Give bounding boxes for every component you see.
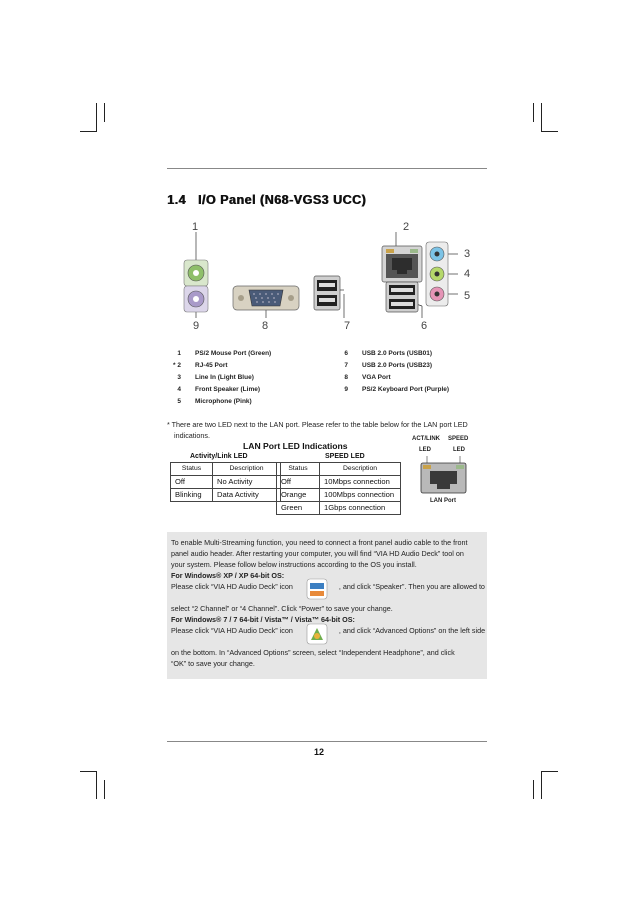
- legend-label: Front Speaker (Lime): [195, 386, 261, 393]
- table-header: Status: [171, 463, 213, 476]
- table-cell: 1Gbps connection: [320, 502, 401, 515]
- speed-led-table: [276, 462, 401, 515]
- table-header: Status: [277, 463, 320, 476]
- table-row: [171, 476, 281, 489]
- legend-item: [165, 396, 271, 408]
- info-line: To enable Multi-Streaming function, you need to connect a front panel audio cable to the front: [171, 538, 468, 547]
- legend-number: 3: [177, 374, 181, 381]
- lan-led-title: LAN Port LED Indications: [243, 441, 348, 451]
- os-heading: For Windows® 7 / 7 64-bit / Vista™ / Vista™ 64-bit OS:: [171, 615, 355, 624]
- table-row: [277, 502, 401, 515]
- via-audio-deck-icon: [305, 577, 329, 601]
- legend-item: [165, 372, 271, 384]
- multi-streaming-info-box: [167, 532, 487, 679]
- info-text: , and click “Speaker”. Then you are allowed to: [338, 582, 485, 591]
- legend-item: [165, 360, 271, 372]
- table-cell: Data Activity: [213, 489, 281, 502]
- table-cell: Green: [277, 502, 320, 515]
- table-header: Description: [213, 463, 281, 476]
- io-panel-svg: [176, 232, 476, 322]
- table-header-row: [171, 463, 281, 476]
- panel-number: 7: [344, 320, 351, 332]
- audio-jacks: [426, 242, 448, 306]
- info-line: select “2 Channel” or “4 Channel”. Click “Power” to save your change.: [171, 604, 393, 613]
- act-link-label: ACT/LINK: [412, 436, 440, 442]
- info-line: on the bottom. In “Advanced Options” screen, select “Independent Headphone”, and click: [171, 648, 455, 657]
- top-rule: [167, 168, 487, 169]
- panel-number: 3: [464, 248, 471, 260]
- panel-number: 6: [421, 320, 428, 332]
- panel-number: 9: [193, 320, 200, 332]
- table-cell: 100Mbps connection: [320, 489, 401, 502]
- table-cell: Orange: [277, 489, 320, 502]
- legend-label: PS/2 Mouse Port (Green): [195, 350, 272, 357]
- legend-item: [165, 384, 271, 396]
- legend-item: [165, 348, 271, 360]
- led-label: LED: [453, 447, 465, 453]
- legend-number: 8: [344, 374, 348, 381]
- legend-item: [332, 372, 449, 384]
- legend-number: * 2: [173, 362, 181, 369]
- legend-label: Microphone (Pink): [195, 398, 252, 405]
- panel-number: 8: [262, 320, 269, 332]
- table-row: [171, 489, 281, 502]
- legend-label: Line In (Light Blue): [195, 374, 254, 381]
- panel-number: 4: [464, 268, 471, 280]
- table-row: [277, 489, 401, 502]
- info-line: your system. Please follow below instructions according to the OS you install.: [171, 560, 417, 569]
- legend-item: [332, 384, 449, 396]
- lan-port-icon: [420, 456, 470, 496]
- legend-number: 7: [344, 362, 348, 369]
- lan-port-label: LAN Port: [430, 498, 456, 504]
- info-line: [171, 625, 487, 636]
- table-header-row: [277, 463, 401, 476]
- bottom-rule: [167, 741, 487, 742]
- table-row: [277, 476, 401, 489]
- panel-number: 2: [403, 221, 410, 233]
- lan-note: [167, 419, 489, 441]
- legend-number: 4: [177, 386, 181, 393]
- legend-label: RJ-45 Port: [195, 362, 228, 369]
- legend-label: PS/2 Keyboard Port (Purple): [362, 386, 450, 393]
- table-cell: Blinking: [171, 489, 213, 502]
- rj45-lan-port: [382, 246, 422, 282]
- note-line: indications.: [174, 431, 210, 440]
- led-label: LED: [419, 447, 431, 453]
- info-text: Please click “VIA HD Audio Deck” icon: [171, 582, 293, 591]
- legend-label: VGA Port: [362, 374, 391, 381]
- info-line: “OK” to save your change.: [171, 659, 255, 668]
- table-header: Description: [320, 463, 401, 476]
- via-audio-deck-icon: [305, 622, 329, 646]
- info-line: panel audio header. After restarting your computer, you will find “VIA HD Audio Deck” tool on: [171, 549, 464, 558]
- ps2-mouse-port: [184, 260, 208, 286]
- usb-ports-usb01: [386, 282, 418, 312]
- info-line: [171, 581, 487, 592]
- info-text: , and click “Advanced Options” on the left side: [338, 626, 486, 635]
- legend-label: USB 2.0 Ports (USB23): [362, 362, 433, 369]
- legend-number: 5: [177, 398, 181, 405]
- panel-number: 5: [464, 290, 471, 302]
- activity-table-caption: Activity/Link LED: [190, 453, 248, 460]
- legend-label: USB 2.0 Ports (USB01): [362, 350, 433, 357]
- os-heading: For Windows® XP / XP 64-bit OS:: [171, 571, 285, 580]
- legend-number: 6: [344, 350, 348, 357]
- section-title: 1.4 I/O Panel (N68-VGS3 UCC): [167, 193, 367, 207]
- info-text: Please click “VIA HD Audio Deck” icon: [171, 626, 293, 635]
- table-cell: No Activity: [213, 476, 281, 489]
- table-cell: Off: [171, 476, 213, 489]
- legend-number: 1: [177, 350, 181, 357]
- activity-led-table: [170, 462, 281, 502]
- note-line: * There are two LED next to the LAN port. Please refer to the table below for the LAN port LED: [167, 420, 468, 429]
- legend-item: [332, 360, 449, 372]
- table-cell: Off: [277, 476, 320, 489]
- usb-ports-usb23: [314, 276, 340, 310]
- speed-label: SPEED: [448, 436, 469, 442]
- legend-number: 9: [344, 386, 348, 393]
- legend-left: [165, 348, 271, 408]
- legend-item: [332, 348, 449, 360]
- page-number: 12: [313, 747, 324, 757]
- ps2-keyboard-port: [184, 286, 208, 312]
- speed-table-caption: SPEED LED: [325, 453, 365, 460]
- legend-right: [332, 348, 449, 396]
- table-cell: 10Mbps connection: [320, 476, 401, 489]
- vga-port: [233, 286, 299, 310]
- panel-number: 1: [192, 221, 199, 233]
